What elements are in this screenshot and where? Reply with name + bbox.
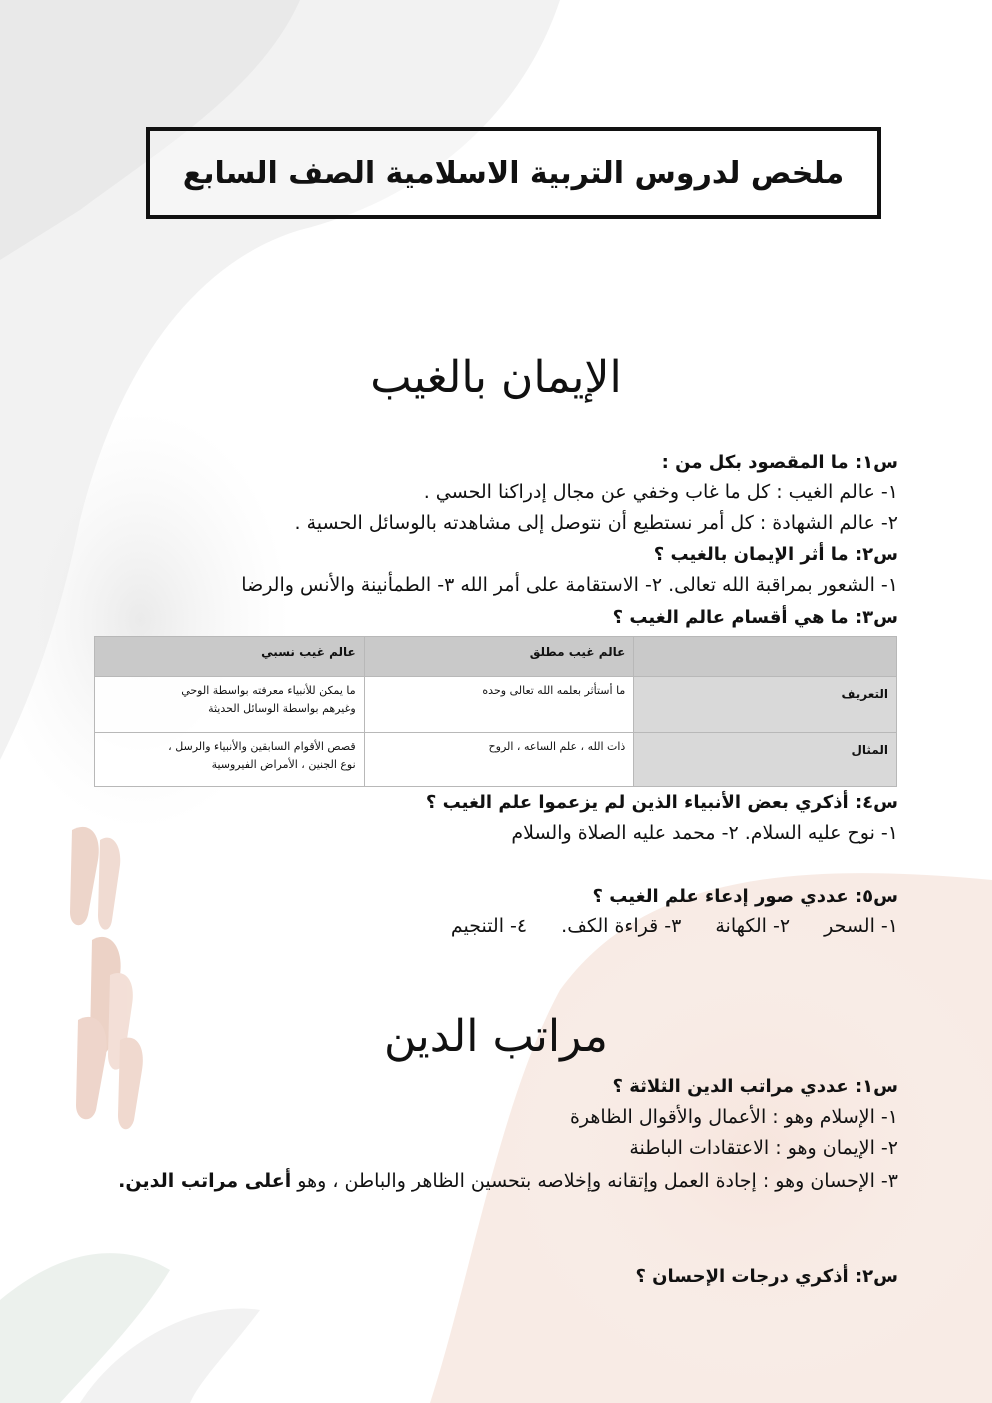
- list-item: ٢- الكهانة: [715, 915, 791, 937]
- question-2: س٢: ما أثر الإيمان بالغيب ؟: [653, 544, 898, 565]
- cell-text-line: نوع الجنين ، الأمراض الفيروسية: [211, 758, 356, 771]
- answer-text-bold: أعلى مراتب الدين.: [118, 1170, 292, 1192]
- cell-text-line: ما يمكن للأنبياء معرفته بواسطة الوحي: [181, 684, 356, 697]
- document-title-box: [146, 127, 881, 219]
- answer-1b-2: ٢- الإيمان وهو : الاعتقادات الباطنة: [629, 1137, 898, 1159]
- question-1b: س١: عددي مراتب الدين الثلاثة ؟: [612, 1076, 898, 1097]
- row-label-example: المثال: [634, 733, 897, 787]
- cell-text-line: وغيرهم بواسطة الوسائل الحديثة: [208, 702, 356, 715]
- document-title: ملخص لدروس التربية الاسلامية الصف السابع: [182, 155, 845, 191]
- question-3: س٣: ما هي أقسام عالم الغيب ؟: [612, 607, 898, 628]
- list-item: ٣- قراءة الكف.: [561, 915, 682, 937]
- answer-1b-1: ١- الإسلام وهو : الأعمال والأقوال الظاهرة: [569, 1106, 898, 1128]
- cell-definition-relative: [95, 677, 365, 733]
- table-header-row: [95, 637, 897, 677]
- answer-5-list: [451, 915, 898, 937]
- answer-1b-3: [88, 1166, 898, 1196]
- question-4: س٤: أذكري بعض الأنبياء الذين لم يزعموا علم الغيب ؟: [425, 792, 898, 813]
- question-2b: س٢: أذكري درجات الإحسان ؟: [635, 1266, 898, 1287]
- table-header-relative: عالم غيب نسبي: [95, 637, 365, 677]
- answer-1-2: ٢- عالم الشهادة : كل أمر نستطيع أن نتوصل إلى مشاهدته بالوسائل الحسية .: [294, 512, 898, 534]
- table-header-absolute: عالم غيب مطلق: [364, 637, 634, 677]
- cell-example-absolute: ذات الله ، علم الساعه ، الروح: [364, 733, 634, 787]
- question-5: س٥: عددي صور إدعاء علم الغيب ؟: [592, 886, 898, 907]
- row-label-definition: التعريف: [634, 677, 897, 733]
- list-item: ٤- التنجيم: [450, 915, 528, 937]
- table-row: [95, 677, 897, 733]
- table-header-empty: [634, 637, 897, 677]
- question-1: س١: ما المقصود بكل من :: [661, 452, 898, 473]
- section-heading-levels-of-religion: مراتب الدين: [384, 1011, 608, 1062]
- unseen-divisions-table: [94, 636, 897, 787]
- cell-definition-absolute: ما أستأثر بعلمه الله تعالى وحده: [364, 677, 634, 733]
- cell-text-line: قصص الأقوام السابقين والأنبياء والرسل ،: [168, 740, 356, 753]
- answer-1-1: ١- عالم الغيب : كل ما غاب وخفي عن مجال إدراكنا الحسي .: [423, 481, 898, 503]
- table-row: [95, 733, 897, 787]
- cell-example-relative: [95, 733, 365, 787]
- list-item: ١- السحر: [824, 915, 898, 937]
- answer-2-1: ١- الشعور بمراقبة الله تعالى. ٢- الاستقامة على أمر الله ٣- الطمأنينة والأنس والرضا: [241, 574, 898, 596]
- section-heading-faith-in-unseen: الإيمان بالغيب: [370, 352, 622, 403]
- answer-text: ٣- الإحسان وهو : إجادة العمل وإتقانه وإخلاصه بتحسين الظاهر والباطن ، وهو: [291, 1170, 898, 1192]
- answer-4-1: ١- نوح عليه السلام. ٢- محمد عليه الصلاة والسلام: [511, 822, 898, 844]
